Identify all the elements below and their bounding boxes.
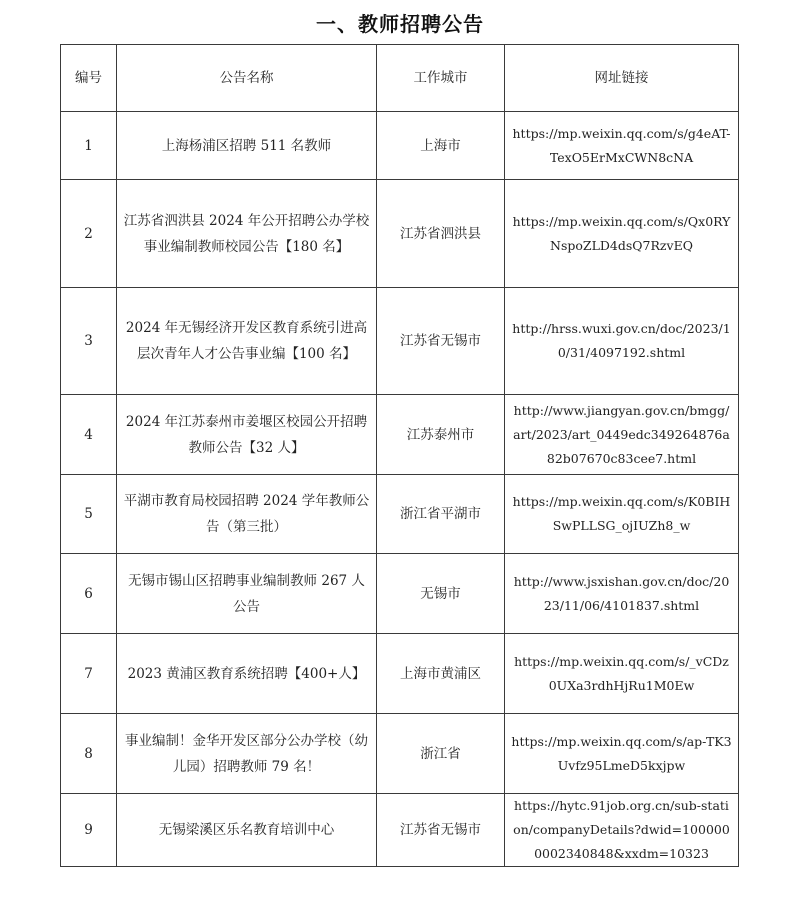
notice-link[interactable]: https://mp.weixin.qq.com/s/ap-TK3Uvfz95LmeD5kxjpw: [505, 714, 739, 794]
work-city: 上海市黄浦区: [377, 634, 505, 714]
work-city: 浙江省: [377, 714, 505, 794]
header-number: 编号: [61, 45, 117, 112]
work-city: 浙江省平湖市: [377, 475, 505, 554]
row-number: 5: [61, 475, 117, 554]
notice-name: 上海杨浦区招聘 511 名教师: [117, 112, 377, 180]
notice-name: 江苏省泗洪县 2024 年公开招聘公办学校事业编制教师校园公告【180 名】: [117, 180, 377, 288]
notice-link[interactable]: https://mp.weixin.qq.com/s/K0BIHSwPLLSG_ojIUZh8_w: [505, 475, 739, 554]
table-row: [61, 395, 739, 475]
row-number: 1: [61, 112, 117, 180]
header-url: 网址链接: [505, 45, 739, 112]
row-number: 6: [61, 554, 117, 634]
work-city: 无锡市: [377, 554, 505, 634]
header-work-city: 工作城市: [377, 45, 505, 112]
notice-link[interactable]: https://mp.weixin.qq.com/s/g4eAT-TexO5ErMxCWN8cNA: [505, 112, 739, 180]
work-city: 江苏省无锡市: [377, 288, 505, 395]
work-city: 江苏省泗洪县: [377, 180, 505, 288]
table-row: [61, 475, 739, 554]
header-notice-name: 公告名称: [117, 45, 377, 112]
notice-link[interactable]: https://mp.weixin.qq.com/s/_vCDz0UXa3rdhHjRu1M0Ew: [505, 634, 739, 714]
table-row: [61, 288, 739, 395]
notice-link[interactable]: http://hrss.wuxi.gov.cn/doc/2023/10/31/4097192.shtml: [505, 288, 739, 395]
notice-name: 无锡梁溪区乐名教育培训中心: [117, 794, 377, 867]
header-row: [61, 45, 739, 112]
notice-name: 2024 年无锡经济开发区教育系统引进高层次青年人才公告事业编【100 名】: [117, 288, 377, 395]
table-row: [61, 112, 739, 180]
row-number: 2: [61, 180, 117, 288]
table-row: [61, 714, 739, 794]
work-city: 上海市: [377, 112, 505, 180]
notice-name: 事业编制！金华开发区部分公办学校（幼儿园）招聘教师 79 名！: [117, 714, 377, 794]
document-title: 一、教师招聘公告: [316, 12, 484, 36]
row-number: 9: [61, 794, 117, 867]
notice-name: 平湖市教育局校园招聘 2024 学年教师公告（第三批）: [117, 475, 377, 554]
row-number: 8: [61, 714, 117, 794]
notice-link[interactable]: https://hytc.91job.org.cn/sub-station/companyDetails?dwid=1000000002340848&xxdm=10323: [505, 794, 739, 867]
recruitment-table: [60, 44, 739, 867]
table-row: [61, 794, 739, 867]
notice-link[interactable]: http://www.jsxishan.gov.cn/doc/2023/11/06/4101837.shtml: [505, 554, 739, 634]
notice-link[interactable]: http://www.jiangyan.gov.cn/bmgg/art/2023/art_0449edc349264876a82b07670c83cee7.html: [505, 395, 739, 475]
notice-link[interactable]: https://mp.weixin.qq.com/s/Qx0RYNspoZLD4dsQ7RzvEQ: [505, 180, 739, 288]
notice-name: 2024 年江苏泰州市姜堰区校园公开招聘教师公告【32 人】: [117, 395, 377, 475]
table-row: [61, 554, 739, 634]
work-city: 江苏省无锡市: [377, 794, 505, 867]
table-row: [61, 634, 739, 714]
notice-name: 2023 黄浦区教育系统招聘【400+人】: [117, 634, 377, 714]
row-number: 4: [61, 395, 117, 475]
row-number: 7: [61, 634, 117, 714]
table-row: [61, 180, 739, 288]
notice-name: 无锡市锡山区招聘事业编制教师 267 人公告: [117, 554, 377, 634]
work-city: 江苏泰州市: [377, 395, 505, 475]
row-number: 3: [61, 288, 117, 395]
